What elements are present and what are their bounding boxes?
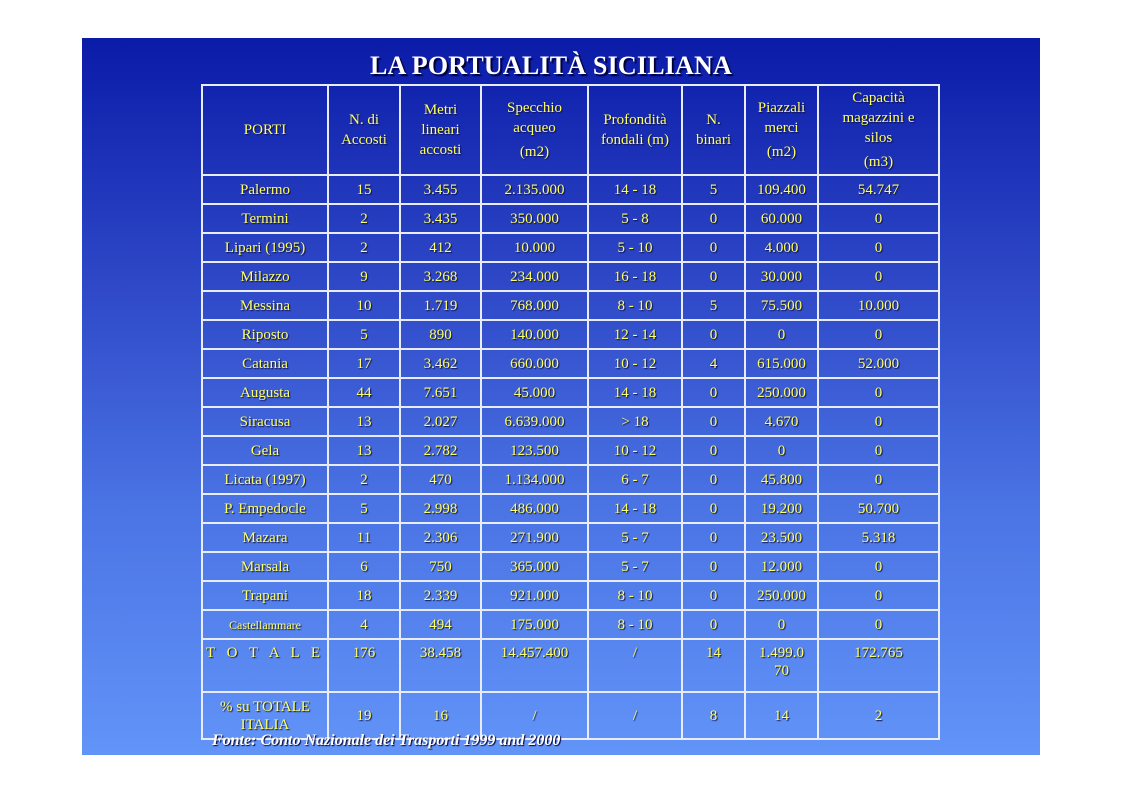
cell-binari: 0 [682,378,745,407]
cell-metri: 750 [400,552,481,581]
cell-accosti: 44 [328,378,400,407]
cell-profondita: 16 - 18 [588,262,682,291]
cell-specchio: 1.134.000 [481,465,588,494]
cell-accosti: 11 [328,523,400,552]
cell-metri: 3.462 [400,349,481,378]
table-row [202,204,939,233]
cell-specchio: 45.000 [481,378,588,407]
cell-metri: 1.719 [400,291,481,320]
cell-specchio: 271.900 [481,523,588,552]
cell-capacita: 0 [818,204,939,233]
source-note: Fonte: Conto Nazionale dei Trasporti 1999 and 2000 [212,732,561,749]
table-row [202,552,939,581]
cell-profondita: 10 - 12 [588,436,682,465]
cell-metri: 3.268 [400,262,481,291]
cell-specchio: 486.000 [481,494,588,523]
cell-profondita: 12 - 14 [588,320,682,349]
cell-profondita: 14 - 18 [588,378,682,407]
cell-piazzali: 19.200 [745,494,818,523]
cell-metri: 2.027 [400,407,481,436]
cell-specchio: 768.000 [481,291,588,320]
cell-piazzali: 250.000 [745,581,818,610]
cell-porto: Catania [202,349,328,378]
table-row [202,494,939,523]
cell-accosti: 13 [328,436,400,465]
cell-piazzali: 109.400 [745,175,818,204]
cell-porto: Messina [202,291,328,320]
cell-piazzali: 30.000 [745,262,818,291]
cell-capacita: 0 [818,581,939,610]
cell-specchio: 140.000 [481,320,588,349]
cell-specchio: 365.000 [481,552,588,581]
cell-binari: 5 [682,291,745,320]
cell-capacita: 0 [818,610,939,639]
cell-specchio: 10.000 [481,233,588,262]
cell-specchio: 350.000 [481,204,588,233]
cell-binari: 0 [682,233,745,262]
table-row [202,407,939,436]
cell-binari: 0 [682,494,745,523]
cell-profondita: 6 - 7 [588,465,682,494]
cell-binari: 0 [682,407,745,436]
header-porti: PORTI [202,85,328,175]
cell-profondita: 8 - 10 [588,581,682,610]
cell-capacita: 0 [818,378,939,407]
cell-profondita: 10 - 12 [588,349,682,378]
cell-accosti: 9 [328,262,400,291]
cell-porto: Siracusa [202,407,328,436]
cell-capacita: 10.000 [818,291,939,320]
cell-specchio: 234.000 [481,262,588,291]
cell-capacita: 5.318 [818,523,939,552]
cell-capacita: 50.700 [818,494,939,523]
cell-binari: 4 [682,349,745,378]
cell-capacita: 0 [818,233,939,262]
cell-profondita: > 18 [588,407,682,436]
cell-piazzali: 250.000 [745,378,818,407]
header-metri: Metri lineari accosti [400,85,481,175]
cell-metri: 890 [400,320,481,349]
cell-specchio: / [481,692,588,739]
cell-porto: Gela [202,436,328,465]
cell-accosti: 6 [328,552,400,581]
cell-capacita: 0 [818,465,939,494]
cell-accosti: 5 [328,494,400,523]
table-row [202,175,939,204]
totale-row [202,639,939,692]
cell-accosti: 19 [328,692,400,739]
cell-specchio: 175.000 [481,610,588,639]
cell-binari: 14 [682,639,745,692]
cell-profondita: 14 - 18 [588,175,682,204]
cell-profondita: 5 - 10 [588,233,682,262]
cell-porto: Licata (1997) [202,465,328,494]
cell-binari: 0 [682,581,745,610]
cell-metri: 2.339 [400,581,481,610]
table-row [202,291,939,320]
cell-profondita: 14 - 18 [588,494,682,523]
header-profondita: Profondità fondali (m) [588,85,682,175]
cell-metri: 3.435 [400,204,481,233]
cell-specchio: 123.500 [481,436,588,465]
cell-specchio: 2.135.000 [481,175,588,204]
cell-accosti: 18 [328,581,400,610]
cell-metri: 38.458 [400,639,481,692]
cell-piazzali: 0 [745,610,818,639]
cell-metri: 2.782 [400,436,481,465]
cell-accosti: 2 [328,233,400,262]
cell-metri: 494 [400,610,481,639]
cell-specchio: 6.639.000 [481,407,588,436]
cell-porto: T O T A L E [202,639,328,692]
cell-binari: 0 [682,465,745,494]
cell-piazzali: 1.499.0 70 [745,639,818,692]
cell-capacita: 0 [818,436,939,465]
cell-capacita: 0 [818,262,939,291]
cell-binari: 0 [682,262,745,291]
table-row [202,581,939,610]
cell-binari: 5 [682,175,745,204]
table-row [202,233,939,262]
cell-accosti: 2 [328,204,400,233]
cell-piazzali: 12.000 [745,552,818,581]
cell-binari: 0 [682,552,745,581]
cell-metri: 2.998 [400,494,481,523]
cell-porto: Mazara [202,523,328,552]
cell-accosti: 13 [328,407,400,436]
cell-profondita: 5 - 7 [588,523,682,552]
table-row [202,610,939,639]
cell-porto: Termini [202,204,328,233]
cell-profondita: / [588,639,682,692]
cell-porto: Milazzo [202,262,328,291]
cell-piazzali: 4.000 [745,233,818,262]
header-capacita: Capacità magazzini e silos (m3) [818,85,939,175]
header-accosti: N. di Accosti [328,85,400,175]
page-title: LA PORTUALITÀ SICILIANA [370,51,732,80]
table-row [202,523,939,552]
cell-porto: Augusta [202,378,328,407]
cell-porto: Riposto [202,320,328,349]
cell-metri: 7.651 [400,378,481,407]
table-row [202,262,939,291]
cell-piazzali: 0 [745,320,818,349]
cell-porto: Marsala [202,552,328,581]
cell-capacita: 172.765 [818,639,939,692]
table-row [202,349,939,378]
cell-profondita: 8 - 10 [588,291,682,320]
cell-accosti: 5 [328,320,400,349]
cell-capacita: 0 [818,407,939,436]
table-row [202,436,939,465]
cell-profondita: 5 - 7 [588,552,682,581]
table-row [202,465,939,494]
cell-specchio: 921.000 [481,581,588,610]
cell-porto: Trapani [202,581,328,610]
cell-accosti: 176 [328,639,400,692]
cell-piazzali: 14 [745,692,818,739]
table-header-row [202,85,939,175]
cell-porto: % su TOTALE ITALIA [202,692,328,739]
ports-table [201,84,940,740]
cell-accosti: 15 [328,175,400,204]
cell-binari: 0 [682,610,745,639]
cell-piazzali: 0 [745,436,818,465]
slide [82,38,1040,755]
cell-piazzali: 75.500 [745,291,818,320]
header-specchio: Specchio acqueo (m2) [481,85,588,175]
cell-metri: 412 [400,233,481,262]
cell-porto: Lipari (1995) [202,233,328,262]
cell-piazzali: 60.000 [745,204,818,233]
cell-capacita: 52.000 [818,349,939,378]
cell-accosti: 2 [328,465,400,494]
cell-binari: 0 [682,523,745,552]
cell-piazzali: 4.670 [745,407,818,436]
cell-porto: P. Empedocle [202,494,328,523]
cell-profondita: 8 - 10 [588,610,682,639]
cell-profondita: 5 - 8 [588,204,682,233]
cell-capacita: 2 [818,692,939,739]
cell-binari: 0 [682,436,745,465]
cell-metri: 2.306 [400,523,481,552]
cell-capacita: 0 [818,552,939,581]
cell-accosti: 17 [328,349,400,378]
cell-porto: Palermo [202,175,328,204]
cell-metri: 470 [400,465,481,494]
cell-accosti: 10 [328,291,400,320]
cell-piazzali: 45.800 [745,465,818,494]
cell-piazzali: 23.500 [745,523,818,552]
header-binari: N. binari [682,85,745,175]
cell-binari: 8 [682,692,745,739]
cell-capacita: 0 [818,320,939,349]
cell-piazzali: 615.000 [745,349,818,378]
cell-metri: 16 [400,692,481,739]
cell-metri: 3.455 [400,175,481,204]
cell-specchio: 660.000 [481,349,588,378]
table-row [202,378,939,407]
cell-binari: 0 [682,204,745,233]
cell-specchio: 14.457.400 [481,639,588,692]
cell-binari: 0 [682,320,745,349]
cell-porto: Castellammare [202,610,328,639]
header-piazzali: Piazzali merci (m2) [745,85,818,175]
cell-accosti: 4 [328,610,400,639]
table-row [202,320,939,349]
cell-profondita: / [588,692,682,739]
cell-capacita: 54.747 [818,175,939,204]
